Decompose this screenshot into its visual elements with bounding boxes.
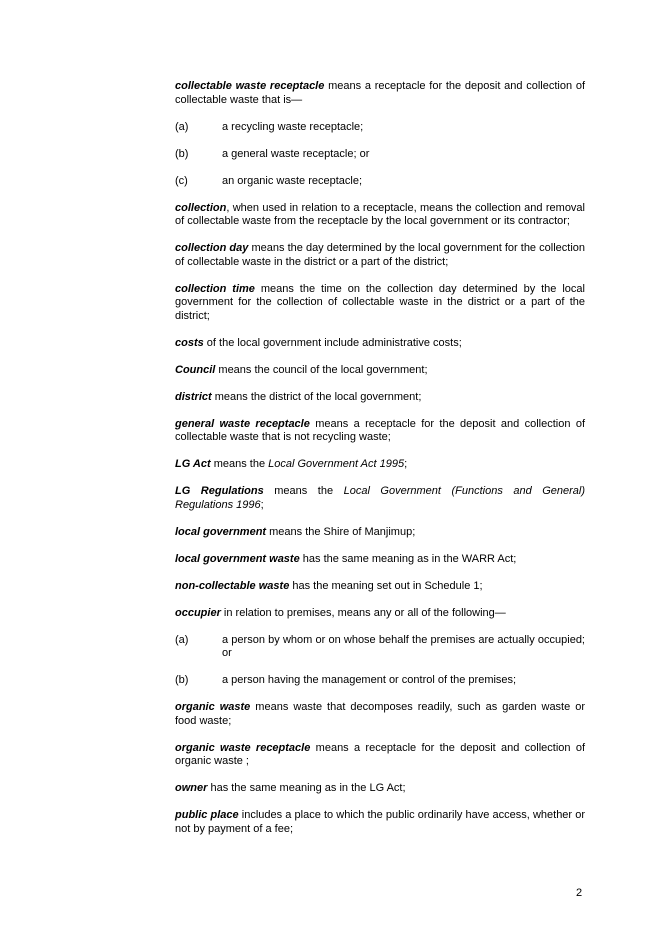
defined-term: occupier bbox=[175, 606, 221, 619]
definition-collection-day bbox=[175, 242, 585, 269]
definitions-list bbox=[175, 80, 585, 850]
defined-term: collection bbox=[175, 201, 227, 214]
item-label: (b) bbox=[175, 147, 189, 160]
defined-term: collection day bbox=[175, 242, 249, 254]
definition-text: means the Shire of Manjimup; bbox=[266, 525, 416, 538]
definition-local-government bbox=[175, 526, 585, 540]
item-text: a person having the management or control of the premises; bbox=[222, 674, 517, 686]
defined-term: public place bbox=[175, 809, 239, 821]
item-label: (a) bbox=[175, 633, 189, 646]
defined-term: collection time bbox=[175, 282, 255, 295]
item-text: a general waste receptacle; or bbox=[222, 147, 370, 160]
definition-text: means waste that decomposes readily, such as garden waste or food waste; bbox=[175, 701, 586, 727]
definition-costs bbox=[175, 337, 585, 351]
list-item bbox=[175, 121, 585, 135]
list-item bbox=[175, 148, 585, 162]
definition-general-waste-receptacle bbox=[175, 418, 585, 445]
list-item bbox=[175, 634, 585, 661]
definition-non-collectable-waste bbox=[175, 580, 585, 594]
defined-term: organic waste receptacle bbox=[175, 741, 311, 754]
defined-term: organic waste bbox=[175, 701, 251, 713]
act-title: Local Government Act 1995 bbox=[268, 458, 405, 470]
defined-term: non-collectable waste bbox=[175, 579, 290, 592]
defined-term: Council bbox=[175, 363, 216, 376]
defined-term: costs bbox=[175, 336, 204, 349]
definition-text: means a receptacle for the deposit and collection of collectable waste that is— bbox=[175, 80, 586, 106]
page-number: 2 bbox=[576, 887, 583, 899]
defined-term: owner bbox=[175, 782, 208, 794]
definition-organic-waste-receptacle bbox=[175, 742, 585, 769]
defined-term: LG Act bbox=[175, 458, 211, 470]
definition-local-government-waste bbox=[175, 553, 585, 567]
definition-text-end: ; bbox=[404, 458, 408, 470]
list-item bbox=[175, 175, 585, 189]
definition-lg-act bbox=[175, 458, 585, 472]
definition-text: means the bbox=[210, 458, 269, 470]
definition-text: of the local government include administrative costs; bbox=[203, 336, 462, 349]
item-text: a person by whom or on whose behalf the premises are actually occupied; or bbox=[222, 633, 585, 659]
definition-lg-regulations bbox=[175, 485, 585, 512]
regulations-title: Local Government (Functions and General) Regulations 1996 bbox=[175, 485, 585, 511]
item-text: a recycling waste receptacle; bbox=[222, 120, 364, 133]
definition-occupier bbox=[175, 607, 585, 621]
defined-term: collectable waste receptacle bbox=[175, 80, 325, 92]
list-item bbox=[175, 674, 585, 688]
definition-council bbox=[175, 364, 585, 378]
definition-text: means the day determined by the local government for the collection of collectable waste in the district or a part of the district; bbox=[175, 242, 585, 268]
definition-owner bbox=[175, 782, 585, 796]
definition-text-end: ; bbox=[260, 498, 264, 511]
definition-text: means the time on the collection day determined by the local government for the collection of collectable waste in the district or a part of the district; bbox=[175, 282, 585, 322]
definition-text: means the bbox=[263, 485, 344, 497]
definition-collection bbox=[175, 202, 585, 229]
defined-term: district bbox=[175, 390, 212, 403]
item-label: (c) bbox=[175, 174, 188, 187]
definition-public-place bbox=[175, 809, 585, 836]
item-label: (a) bbox=[175, 120, 189, 133]
defined-term: general waste receptacle bbox=[175, 417, 310, 430]
item-label: (b) bbox=[175, 674, 189, 686]
definition-text: in relation to premises, means any or all of the following— bbox=[220, 606, 506, 619]
definition-text: means a receptacle for the deposit and collection of organic waste ; bbox=[175, 741, 586, 767]
defined-term: LG Regulations bbox=[175, 485, 264, 497]
definition-organic-waste bbox=[175, 701, 585, 728]
definition-text: has the same meaning as in the WARR Act; bbox=[299, 552, 517, 565]
defined-term: local government waste bbox=[175, 552, 300, 565]
definition-text: means a receptacle for the deposit and collection of collectable waste that is not recycling waste; bbox=[175, 417, 585, 443]
definition-text: , when used in relation to a receptacle, means the collection and removal of collectable waste from the receptacle by the local government or its contractor; bbox=[175, 201, 585, 227]
definition-text: includes a place to which the public ordinarily have access, whether or not by payment of a fee; bbox=[175, 809, 585, 835]
definition-district bbox=[175, 391, 585, 405]
definition-text: has the meaning set out in Schedule 1; bbox=[289, 579, 483, 592]
defined-term: local government bbox=[175, 525, 267, 538]
definition-collection-time bbox=[175, 283, 585, 324]
definition-text: means the council of the local government; bbox=[215, 363, 428, 376]
definition-text: means the district of the local government; bbox=[211, 390, 422, 403]
item-text: an organic waste receptacle; bbox=[222, 174, 363, 187]
definition-text: has the same meaning as in the LG Act; bbox=[207, 782, 406, 794]
definition-collectable-waste-receptacle bbox=[175, 80, 585, 107]
